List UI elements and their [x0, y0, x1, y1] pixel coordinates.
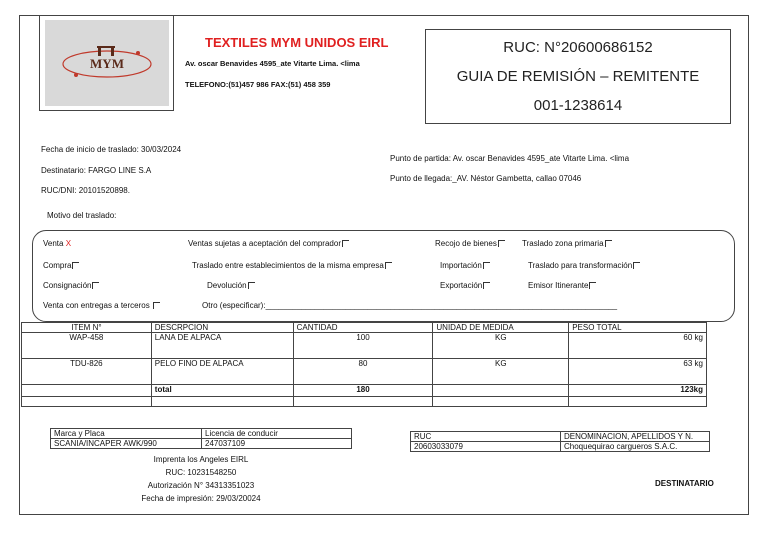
punto-partida: Punto de partida: Av. oscar Benavides 4595_ate Vitarte Lima. <lima	[390, 154, 630, 163]
header-item: ITEM N°	[22, 323, 152, 333]
checkbox-compra	[72, 262, 79, 269]
item-code: WAP-458	[22, 333, 152, 359]
item-unidad: KG	[433, 359, 569, 385]
transport-table	[50, 428, 352, 449]
logo-frame	[39, 16, 174, 111]
carrier-name-label: DENOMINACION, APELLIDOS Y N.	[561, 432, 710, 442]
motivo-label: Motivo del traslado:	[47, 211, 117, 220]
motivo-exportacion: Exportación	[440, 281, 490, 291]
item-peso: 60 kg	[569, 333, 707, 359]
ruc-dni: RUC/DNI: 20101520898.	[41, 186, 130, 195]
item-description: LANA DE ALPACA	[151, 333, 293, 359]
motivo-importacion: Importación	[440, 261, 490, 271]
motivo-traslado-transformacion: Traslado para transformación	[528, 261, 640, 271]
checkbox-consignacion	[92, 282, 99, 289]
printer-autorizacion: Autorización N° 34313351023	[147, 481, 255, 490]
checkbox-importacion	[483, 262, 490, 269]
motivo-venta: Venta X	[43, 239, 72, 248]
item-peso: 63 kg	[569, 359, 707, 385]
carrier-ruc-label: RUC	[411, 432, 561, 442]
spacer-row	[22, 397, 707, 407]
motivo-devolucion: Devolución	[207, 281, 255, 291]
checkbox-traslado-zona	[605, 240, 612, 247]
company-logo	[45, 20, 169, 106]
svg-text:MYM: MYM	[90, 56, 124, 71]
document-type: GUIA DE REMISIÓN – REMITENTE	[456, 68, 700, 85]
checkbox-exportacion	[483, 282, 490, 289]
checkbox-emisor	[589, 282, 596, 289]
motivo-ventas-sujetas: Ventas sujetas a aceptación del comprador	[188, 239, 349, 249]
checkbox-traslado-misma	[385, 262, 392, 269]
header-cantidad: CANTIDAD	[293, 323, 433, 333]
motivo-traslado-misma: Traslado entre establecimientos de la misma empresa	[192, 261, 392, 271]
item-description: PELO FINO DE ALPACA	[151, 359, 293, 385]
motivo-compra: Compra	[43, 261, 79, 271]
checkbox-recojo	[498, 240, 505, 247]
fecha-inicio: Fecha de inicio de traslado: 30/03/2024	[41, 145, 182, 154]
carrier-table	[410, 431, 710, 452]
licencia-value: 247037109	[202, 439, 352, 449]
item-unidad: KG	[433, 333, 569, 359]
table-row	[22, 359, 707, 385]
punto-llegada: Punto de llegada:_AV. Néstor Gambetta, callao 07046	[390, 174, 582, 183]
total-peso: 123kg	[569, 385, 707, 397]
printer-info	[50, 455, 352, 504]
document-ruc: RUC: N°20600686152	[503, 39, 653, 56]
printer-ruc: RUC: 10231548250	[165, 468, 237, 477]
marca-label: Marca y Placa	[51, 429, 202, 439]
company-phones: TELEFONO:(51)457 986 FAX:(51) 458 359	[185, 80, 331, 89]
destinatario-footer: DESTINATARIO	[655, 479, 714, 488]
item-code: TDU-826	[22, 359, 152, 385]
motivo-consignacion: Consignación	[43, 281, 99, 291]
total-cantidad: 180	[293, 385, 433, 397]
header-descripcion: DESCRPCION	[151, 323, 293, 333]
motivo-emisor: Emisor Itinerante	[528, 281, 596, 291]
item-cantidad: 80	[293, 359, 433, 385]
licencia-label: Licencia de conducir	[202, 429, 352, 439]
venta-mark: X	[65, 239, 72, 248]
motivo-venta-terceros: Venta con entregas a terceros	[43, 301, 160, 311]
marca-value: SCANIA/INCAPER AWK/990	[51, 439, 202, 449]
carrier-name-value: Choquequirao cargueros S.A.C.	[561, 442, 710, 452]
total-label: total	[151, 385, 293, 397]
header-unidad: UNIDAD DE MEDIDA	[433, 323, 569, 333]
total-row	[22, 385, 707, 397]
items-table	[21, 322, 707, 407]
document-id-box	[425, 29, 731, 124]
printer-fecha: Fecha de impresión: 29/03/20024	[141, 494, 261, 503]
document-number: 001-1238614	[533, 97, 623, 114]
checkbox-traslado-transformacion	[633, 262, 640, 269]
checkbox-devolucion	[248, 282, 255, 289]
motivo-otro: Otro (especificar):_______________________________________________________________________________	[202, 301, 618, 310]
company-name: TEXTILES MYM UNIDOS EIRL	[205, 35, 389, 50]
logo-graphic	[45, 20, 169, 106]
header-peso: PESO TOTAL	[569, 323, 707, 333]
motivo-traslado-zona: Traslado zona primaria	[522, 239, 612, 249]
item-cantidad: 100	[293, 333, 433, 359]
items-header-row	[22, 323, 707, 333]
company-address: Av. oscar Benavides 4595_ate Vitarte Lima. <lima	[185, 59, 360, 68]
table-row	[22, 333, 707, 359]
destinatario: Destinatario: FARGO LINE S.A	[41, 166, 152, 175]
carrier-ruc-value: 20603033079	[411, 442, 561, 452]
printer-name: Imprenta los Angeles EIRL	[153, 455, 249, 464]
checkbox-venta-terceros	[153, 302, 160, 309]
checkbox-ventas-sujetas	[342, 240, 349, 247]
motivo-recojo: Recojo de bienes	[435, 239, 505, 249]
